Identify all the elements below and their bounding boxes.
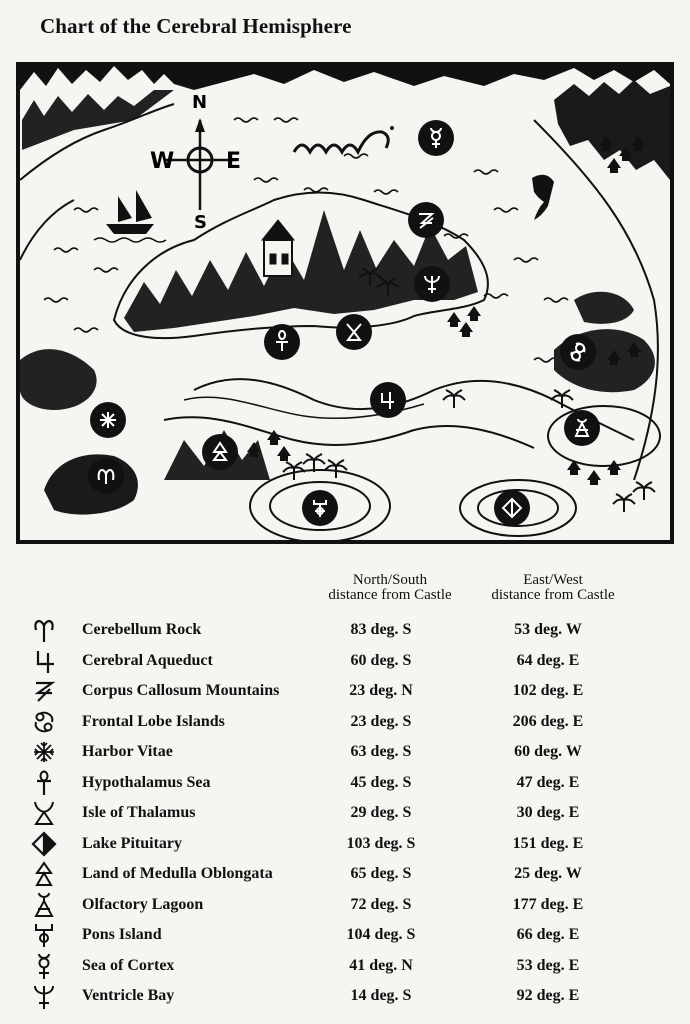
row-name: Corpus Callosum Mountains bbox=[82, 682, 280, 699]
row-name: Frontal Lobe Islands bbox=[82, 712, 225, 730]
map-marker-cerebellum-rock bbox=[88, 458, 124, 494]
row-name: Sea of Cortex bbox=[82, 956, 175, 974]
row-ew-distance: 30 deg. E bbox=[516, 804, 580, 821]
map-marker-sea-of-cortex bbox=[418, 120, 454, 156]
table-row bbox=[0, 860, 690, 890]
table-row bbox=[0, 952, 690, 982]
ew-header-line1: East/West bbox=[523, 572, 583, 588]
row-ns-distance: 60 deg. S bbox=[350, 651, 412, 669]
crossed-circle-symbol-icon bbox=[30, 921, 58, 949]
table-row bbox=[0, 647, 690, 677]
map-marker-olfactory-lagoon bbox=[564, 410, 600, 446]
row-ew-distance: 151 deg. E bbox=[512, 834, 584, 852]
row-ns-distance: 29 deg. S bbox=[350, 804, 412, 821]
row-ew-distance: 64 deg. E bbox=[516, 651, 580, 669]
map-marker-pons-island bbox=[302, 490, 338, 526]
row-ns-distance: 103 deg. S bbox=[346, 834, 416, 852]
row-ew-distance: 206 deg. E bbox=[512, 712, 584, 730]
diamond-symbol-icon bbox=[30, 830, 58, 858]
table-row bbox=[0, 921, 690, 951]
row-ns-distance: 14 deg. S bbox=[350, 987, 412, 1004]
row-ew-distance: 92 deg. E bbox=[516, 987, 580, 1004]
map-marker-hypothalamus-sea bbox=[264, 324, 300, 360]
table-row bbox=[0, 982, 690, 1012]
map-marker-frontal-lobe bbox=[560, 334, 596, 370]
row-name: Lake Pituitary bbox=[82, 834, 182, 852]
cerebral-map bbox=[14, 60, 676, 546]
table-row bbox=[0, 708, 690, 738]
map-marker-lake-pituitary bbox=[494, 490, 530, 526]
row-ew-distance: 102 deg. E bbox=[512, 682, 584, 699]
table-row bbox=[0, 799, 690, 829]
ankh-symbol-icon bbox=[30, 769, 58, 797]
aries-symbol-icon bbox=[30, 616, 58, 644]
map-marker-corpus-callosum bbox=[408, 202, 444, 238]
ns-column-header bbox=[312, 573, 468, 603]
mercury-symbol-icon bbox=[30, 952, 58, 980]
double-triangle-symbol-icon bbox=[30, 860, 58, 888]
row-name: Hypothalamus Sea bbox=[82, 773, 211, 791]
table-row bbox=[0, 769, 690, 799]
row-ns-distance: 104 deg. S bbox=[346, 926, 416, 943]
map-marker-isle-of-thalamus bbox=[336, 314, 372, 350]
row-ew-distance: 53 deg. E bbox=[516, 956, 580, 974]
page-title: Chart of the Cerebral Hemisphere bbox=[40, 14, 352, 38]
map-marker-medulla bbox=[202, 434, 238, 470]
row-name: Isle of Thalamus bbox=[82, 804, 196, 821]
ew-column-header bbox=[478, 573, 628, 603]
table-row bbox=[0, 616, 690, 646]
ns-header-line1: North/South bbox=[352, 572, 428, 588]
jupiter-symbol-icon bbox=[30, 647, 58, 675]
row-ns-distance: 45 deg. S bbox=[350, 773, 412, 791]
row-ns-distance: 72 deg. S bbox=[350, 895, 412, 913]
table-row bbox=[0, 830, 690, 860]
table-row bbox=[0, 738, 690, 768]
map-marker-harbor-vitae bbox=[90, 402, 126, 438]
row-ew-distance: 60 deg. W bbox=[514, 743, 582, 760]
row-name: Ventricle Bay bbox=[82, 987, 175, 1004]
row-ns-distance: 23 deg. N bbox=[349, 682, 413, 699]
compass-east: E bbox=[226, 149, 242, 174]
row-name: Land of Medulla Oblongata bbox=[82, 865, 273, 882]
compass-west: W bbox=[150, 149, 175, 174]
row-ew-distance: 25 deg. W bbox=[514, 865, 582, 882]
row-name: Harbor Vitae bbox=[82, 743, 173, 760]
cancer-symbol-icon bbox=[30, 708, 58, 736]
compass-south: S bbox=[194, 212, 207, 233]
horned-triangle-symbol-icon bbox=[30, 799, 58, 827]
map-marker-cerebral-aqueduct bbox=[370, 382, 406, 418]
row-name: Cerebellum Rock bbox=[82, 621, 202, 638]
table-row bbox=[0, 891, 690, 921]
ns-header-line2: distance from Castle bbox=[328, 587, 452, 603]
stacked-triangle-symbol-icon bbox=[30, 891, 58, 919]
map-marker-ventricle-bay bbox=[414, 266, 450, 302]
snowflake-symbol-icon bbox=[30, 738, 58, 766]
row-ew-distance: 66 deg. E bbox=[516, 926, 580, 943]
row-name: Cerebral Aqueduct bbox=[82, 651, 213, 669]
row-ns-distance: 83 deg. S bbox=[350, 621, 412, 638]
row-name: Olfactory Lagoon bbox=[82, 895, 204, 913]
row-ns-distance: 63 deg. S bbox=[350, 743, 412, 760]
trident-symbol-icon bbox=[30, 982, 58, 1010]
row-ew-distance: 53 deg. W bbox=[514, 621, 582, 638]
row-ew-distance: 47 deg. E bbox=[516, 773, 580, 791]
row-ew-distance: 177 deg. E bbox=[512, 895, 584, 913]
row-ns-distance: 41 deg. N bbox=[349, 956, 413, 974]
row-ns-distance: 65 deg. S bbox=[350, 865, 412, 882]
row-name: Pons Island bbox=[82, 926, 162, 943]
ew-header-line2: distance from Castle bbox=[491, 587, 615, 603]
row-ns-distance: 23 deg. S bbox=[350, 712, 412, 730]
table-row bbox=[0, 677, 690, 707]
zigzag-symbol-icon bbox=[30, 677, 58, 705]
compass-north: N bbox=[192, 92, 208, 113]
